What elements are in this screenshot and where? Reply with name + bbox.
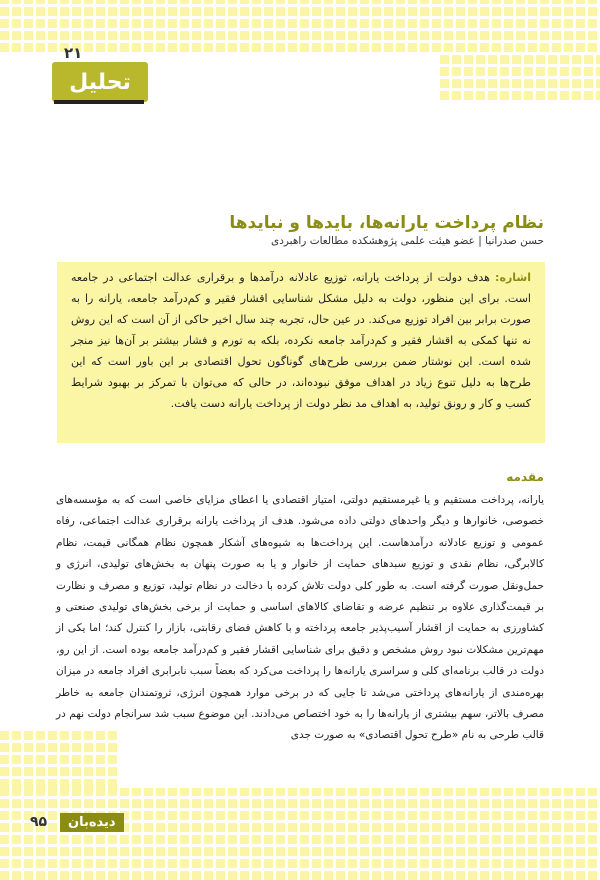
body-paragraph: یارانه، پرداخت مستقیم و یا غیرمستقیم دولتی، امتیاز اقتصادی یا اعطای مزایای خاصی است که به مؤسسه‌های خصوصی، خانوارها و دیگر واحدهای دولتی داده می‌شود. هدف از پرداخت یارانه برقراری عدالت اجتماعی، رفاه عمومی و توزیع عادلانه درآمدهاست. این پرداخت‌ها به شیوه‌های آشکار همچون نظام همگانی قیمت، نظام کالابرگی، نظام نقدی و توزیع سبدهای حمایت از خانوار و یا به صورت پنهان به بخش‌های تولیدی، انرژی و حمل‌ونقل صورت گرفته است. به طور کلی دولت تلاش کرده با دخالت در نظام تولید، توزیع و مصرف و نظارت بر قیمت‌گذاری علاوه بر تنظیم عرضه و تقاضای کالاهای اساسی و حمایت از برخی بخش‌های تولیدی صنعتی و کشاورزی به حمایت از اقشار آسیب‌پذیر جامعه پرداخته و با کاهش فضای رقابتی، بازار را کنترل کند؛ اما یکی از مهم‌ترین مشکلات نبود روش مشخص و دقیق برای شناسایی اقشار فقیر و کم‌درآمد جامعه بوده است. از این رو، دولت در قالب برنامه‌ای کلی و سراسری یارانه‌ها را پرداخت می‌کرد که بعضاً سبب نابرابری افراد جامعه در میزان بهره‌مندی از یارانه‌های پرداختی می‌شد تا جایی که در برخی موارد همچون انرژی، ثروتمندان جامعه به خاطر مصرف بالاتر، سهم بیشتری از یارانه‌ها را به خود اختصاص می‌دادند. این موضوع سبب شد سرانجام دولت نهم در قالب طرحی به نام «طرح تحول اقتصادی» به صورت جدی bbox=[56, 494, 544, 742]
abstract-lead: اشاره: bbox=[495, 271, 531, 284]
decorative-pattern-bottom bbox=[0, 788, 600, 880]
decorative-pattern-top-right bbox=[440, 52, 600, 100]
logo-underline bbox=[54, 100, 144, 104]
magazine-brand: دیده‌بان bbox=[60, 813, 124, 832]
abstract-box bbox=[57, 262, 545, 443]
section-logo bbox=[52, 62, 148, 102]
article-author: حسن صدرانیا | عضو هیئت علمی پژوهشکده مطالعات راهبردی bbox=[270, 235, 544, 247]
section-logo-text: تحلیل bbox=[69, 69, 131, 95]
abstract-text: هدف دولت از پرداخت یارانه، توزیع عادلانه درآمدها و برقراری عدالت اجتماعی در جامعه است. برای این منظور، دولت به دلیل مشکل شناسایی اقشار فقیر و کم‌درآمد جامعه، یارانه را به صورت برابر بین افراد توزیع می‌کند. در عین حال، تجربه چند سال اخیر حاکی از آن است که این روش نه تنها کمکی به اقشار فقیر و کم‌درآمد جامعه نکرده، بلکه به تورم و فشار بیشتر بر آن‌ها نیز منجر شده است. این نوشتار ضمن بررسی طرح‌های گوناگون تحول اقتصادی بر این باور است که این طرح‌ها به دلیل تنوع زیاد در اهداف موفق نبوده‌اند، در حالی که می‌توان با تمرکز بر بهبود شرایط کسب و کار و رونق تولید، به اهداف مد نظر دولت از پرداخت یارانه دست یافت. bbox=[71, 271, 531, 410]
decorative-pattern-top bbox=[0, 0, 600, 52]
decorative-pattern-bottom-left bbox=[0, 728, 120, 788]
page-number-top: ۲۱ bbox=[64, 44, 83, 62]
section-heading: مقدمه bbox=[506, 470, 544, 484]
article-title: نظام پرداخت یارانه‌ها، بایدها و نبایدها bbox=[229, 213, 544, 234]
page-number-bottom: ۹۵ bbox=[30, 814, 48, 830]
body-text bbox=[56, 490, 544, 747]
